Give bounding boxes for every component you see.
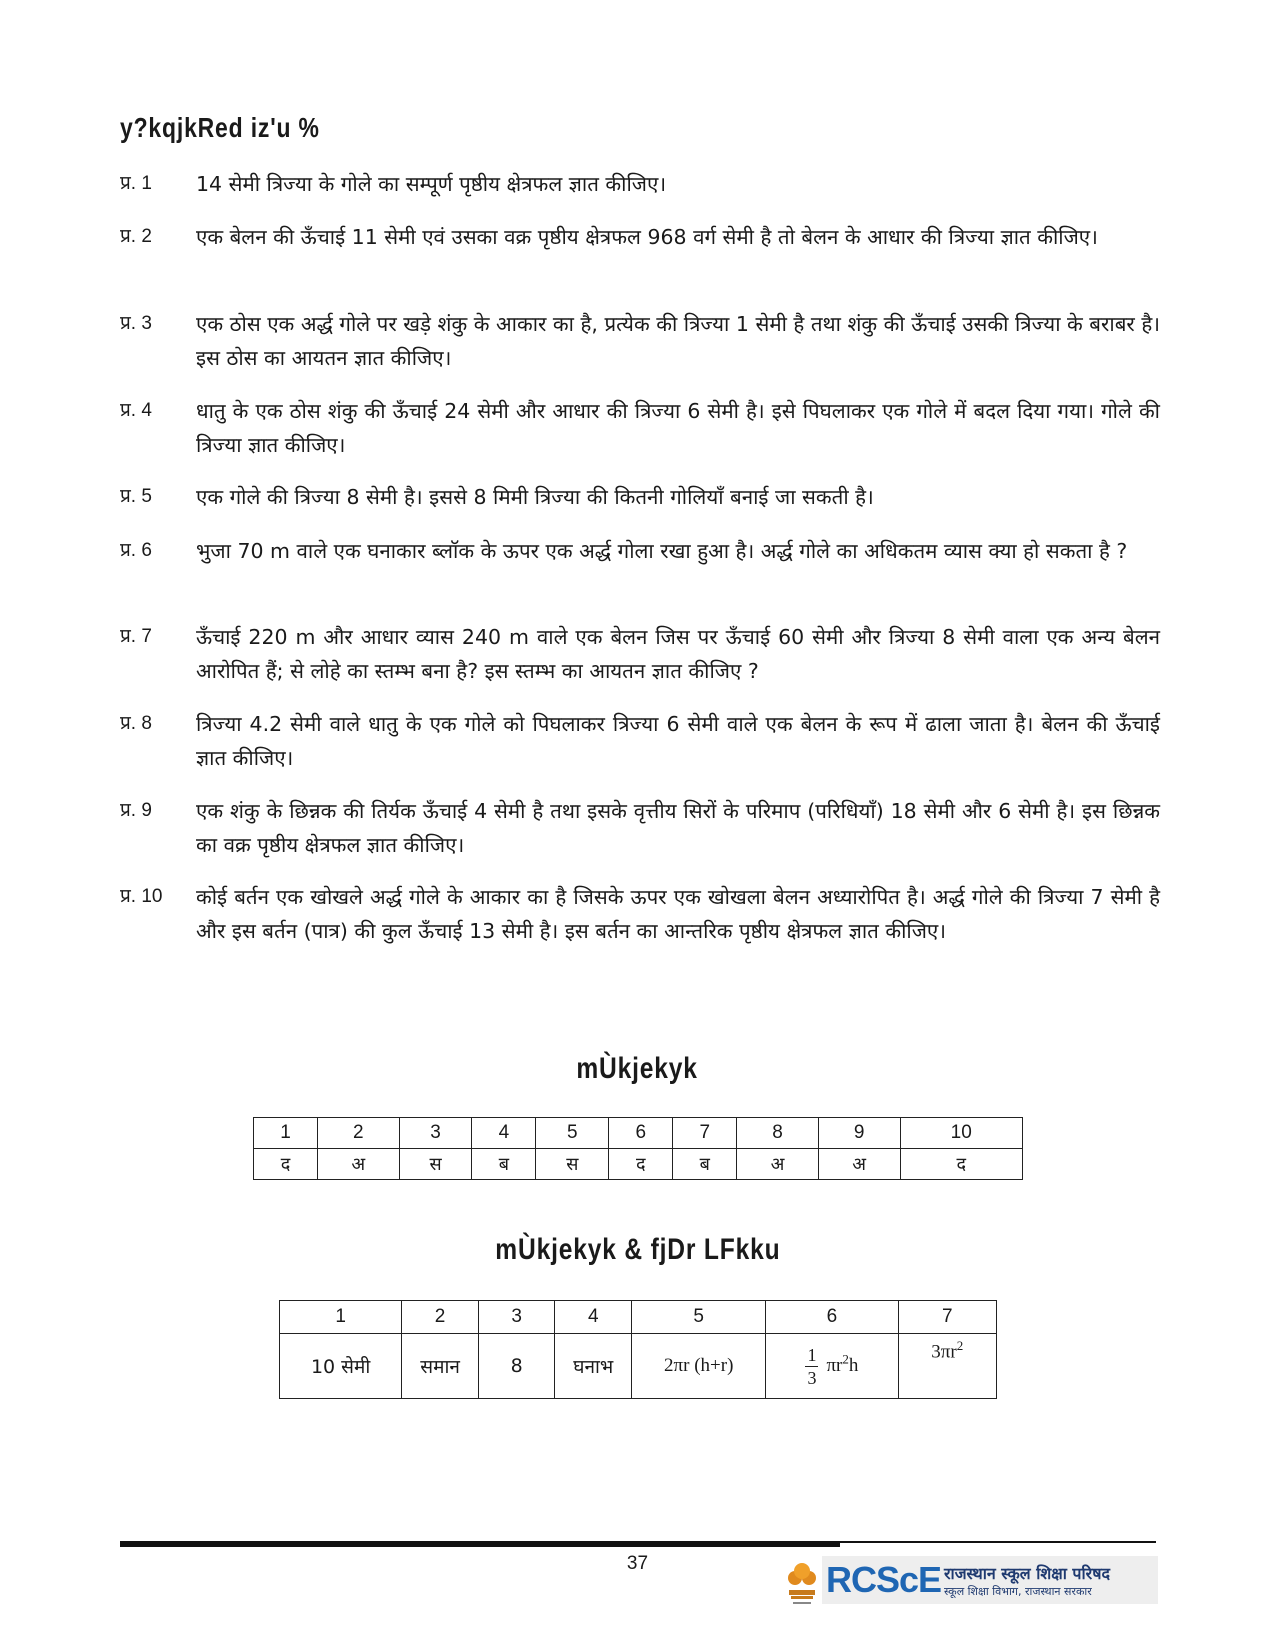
fraction-numerator: 1 — [807, 1344, 817, 1365]
question-text: धातु के एक ठोस शंकु की ऊँचाई 24 सेमी और आधार की त्रिज्या 6 सेमी है। इसे पिघलाकर एक गोले में बदल दिया गया। गोले की त्रिज्या ज्ञात कीजिए। — [196, 399, 1160, 457]
table-cell: 9 — [818, 1118, 900, 1149]
table-cell: 5 — [536, 1118, 609, 1149]
answer-key-table — [253, 1117, 1023, 1180]
question-text: 14 सेमी त्रिज्या के गोले का सम्पूर्ण पृष्ठीय क्षेत्रफल ज्ञात कीजिए। — [196, 172, 667, 196]
fill-blanks-answer-table — [279, 1300, 997, 1399]
question-1 — [120, 167, 1160, 201]
question-text: एक शंकु के छिन्नक की तिर्यक ऊँचाई 4 सेमी है तथा इसके वृत्तीय सिरों के परिमाप (परिधियाँ) 18 सेमी और 6 सेमी है। इस छिन्नक का वक्र पृष्ठीय क्षेत्रफल ज्ञात कीजिए। — [196, 799, 1160, 857]
fraction-denominator: 3 — [807, 1367, 817, 1388]
fill-blanks-answer-title — [0, 1233, 1275, 1267]
question-7 — [120, 620, 1160, 688]
table-cell: 1 — [254, 1118, 318, 1149]
table-row — [254, 1118, 1023, 1149]
question-2 — [120, 220, 1160, 254]
table-cell: स — [399, 1149, 472, 1180]
table-cell: घनाभ — [555, 1334, 632, 1399]
table-cell: 7 — [898, 1301, 997, 1334]
answer-key-title — [0, 1052, 1275, 1086]
table-cell: अ — [818, 1149, 900, 1180]
table-cell: 3 — [399, 1118, 472, 1149]
fraction — [805, 1346, 818, 1387]
table-cell: 4 — [472, 1118, 536, 1149]
formula-cell — [766, 1334, 898, 1399]
table-row — [254, 1149, 1023, 1180]
org-subtitle: स्कूल शिक्षा विभाग, राजस्थान सरकार — [944, 1585, 1092, 1598]
table-cell: द — [609, 1149, 673, 1180]
question-text: भुजा 70 m वाले एक घनाकार ब्लॉक के ऊपर एक अर्द्ध गोला रखा हुआ है। अर्द्ध गोले का अधिकतम व्यास क्या हो सकता है ? — [196, 539, 1128, 563]
formula-exponent: 2 — [956, 1338, 964, 1353]
table-cell: अ — [737, 1149, 819, 1180]
table-cell: 5 — [632, 1301, 766, 1334]
table-cell: 10 — [900, 1118, 1023, 1149]
question-number: प्र. 2 — [120, 226, 152, 247]
state-emblem-icon — [783, 1556, 821, 1608]
page-number: 37 — [626, 1553, 649, 1574]
section-heading: y?kqjkRed iz'u % — [120, 112, 320, 143]
question-8 — [120, 707, 1160, 775]
table-cell: 2 — [318, 1118, 400, 1149]
question-number: प्र. 3 — [120, 313, 152, 334]
formula-cell — [898, 1334, 997, 1399]
question-number: प्र. 5 — [120, 486, 152, 507]
question-number: प्र. 9 — [120, 800, 152, 821]
question-number: प्र. 6 — [120, 540, 152, 561]
table-cell: 3 — [478, 1301, 554, 1334]
question-5 — [120, 480, 1160, 514]
fill-blanks-answer-title-text: mÙkjekyk & fjDr LFkku — [494, 1233, 781, 1266]
question-text: कोई बर्तन एक खोखले अर्द्ध गोले के आकार का है जिसके ऊपर एक खोखला बेलन अध्यारोपित है। अर्द्ध गोले की त्रिज्या 7 सेमी है और इस बर्तन (पात्र) की कुल ऊँचाई 13 सेमी है। इस बर्तन का आन्तरिक पृष्ठीय क्षेत्रफल ज्ञात कीजिए। — [196, 885, 1160, 943]
table-cell: 4 — [555, 1301, 632, 1334]
question-number: प्र. 4 — [120, 400, 152, 421]
table-cell: 1 — [280, 1301, 402, 1334]
table-cell: 10 सेमी — [280, 1334, 402, 1399]
question-number: प्र. 7 — [120, 626, 152, 647]
question-text: त्रिज्या 4.2 सेमी वाले धातु के एक गोले को पिघलाकर त्रिज्या 6 सेमी वाले एक बेलन के रूप में ढाला जाता है। बेलन की ऊँचाई ज्ञात कीजिए। — [196, 712, 1160, 770]
rcsce-logo-text: RCScE — [826, 1559, 942, 1600]
table-cell: द — [254, 1149, 318, 1180]
table-cell: 2πr (h+r) — [632, 1334, 766, 1399]
formula-exponent: 2 — [842, 1351, 849, 1367]
table-cell: 8 — [478, 1334, 554, 1399]
question-number: प्र. 8 — [120, 713, 152, 734]
formula-text: h — [848, 1354, 859, 1376]
table-cell: समान — [402, 1334, 479, 1399]
org-name: राजस्थान स्कूल शिक्षा परिषद — [944, 1564, 1110, 1583]
table-cell: 2 — [402, 1301, 479, 1334]
answer-key-title-text: mÙkjekyk — [576, 1052, 699, 1085]
table-row — [280, 1334, 997, 1399]
question-10 — [120, 880, 1160, 948]
question-number: प्र. 10 — [120, 886, 163, 907]
table-cell: ब — [673, 1149, 737, 1180]
question-text: एक गोले की त्रिज्या 8 सेमी है। इससे 8 मिमी त्रिज्या की कितनी गोलियाँ बनाई जा सकती है। — [196, 485, 874, 509]
table-cell: अ — [318, 1149, 400, 1180]
question-number: प्र. 1 — [120, 173, 152, 194]
table-cell: 6 — [766, 1301, 898, 1334]
question-text: एक ठोस एक अर्द्ध गोले पर खड़े शंकु के आकार का है, प्रत्येक की त्रिज्या 1 सेमी है तथा शंकु की ऊँचाई उसकी त्रिज्या के बराबर है। इस ठोस का आयतन ज्ञात कीजिए। — [196, 312, 1160, 370]
formula-text: 3πr — [931, 1341, 957, 1363]
formula-text: πr — [826, 1354, 843, 1376]
question-3 — [120, 307, 1160, 375]
question-9 — [120, 794, 1160, 862]
question-6 — [120, 534, 1160, 568]
table-cell: 6 — [609, 1118, 673, 1149]
question-text: एक बेलन की ऊँचाई 11 सेमी एवं उसका वक्र पृष्ठीय क्षेत्रफल 968 वर्ग सेमी है तो बेलन के आधार की त्रिज्या ज्ञात कीजिए। — [196, 225, 1098, 249]
table-cell: ब — [472, 1149, 536, 1180]
table-cell: द — [900, 1149, 1023, 1180]
question-text: ऊँचाई 220 m और आधार व्यास 240 m वाले एक बेलन जिस पर ऊँचाई 60 सेमी और त्रिज्या 8 सेमी वाला एक अन्य बेलन आरोपित हैं; से लोहे का स्तम्भ बना है? इस स्तम्भ का आयतन ज्ञात कीजिए ? — [196, 625, 1160, 683]
table-cell: 7 — [673, 1118, 737, 1149]
table-cell: 8 — [737, 1118, 819, 1149]
table-row — [280, 1301, 997, 1334]
footer-divider-thick — [120, 1543, 840, 1547]
table-cell: स — [536, 1149, 609, 1180]
question-4 — [120, 394, 1160, 462]
